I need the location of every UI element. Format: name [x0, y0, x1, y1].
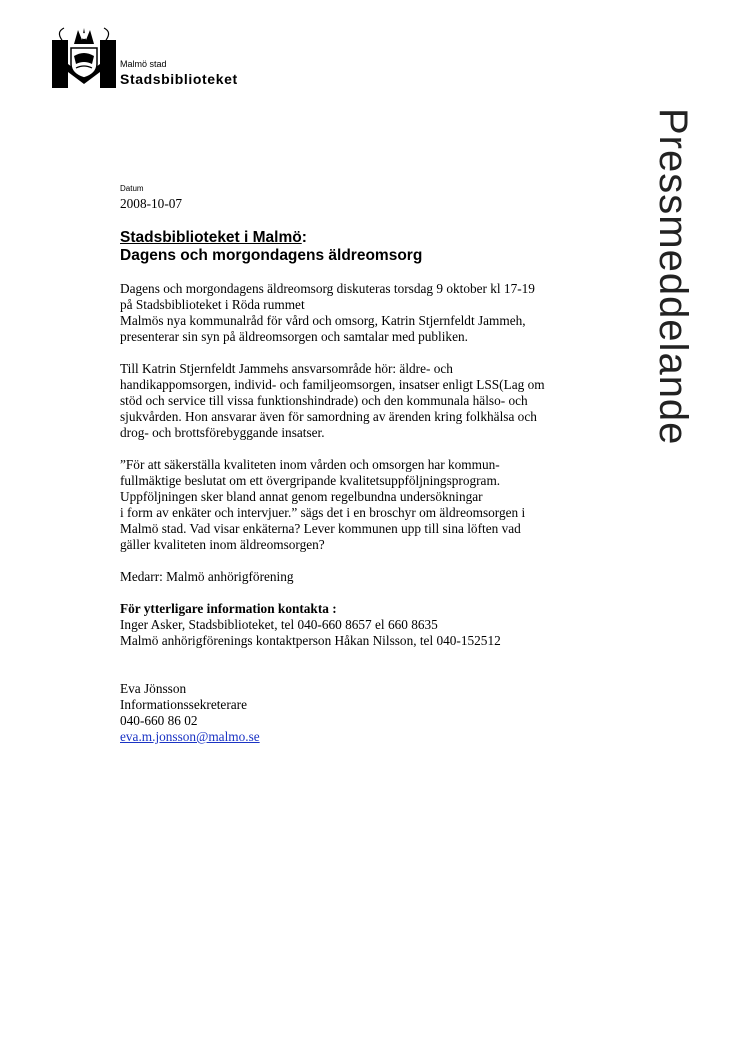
- paragraph-line: drog- och brottsförebyggande insatser.: [120, 425, 325, 440]
- org-name: Stadsbiblioteket: [120, 71, 238, 87]
- malmo-city-logo: [52, 26, 116, 88]
- document-body: [120, 184, 590, 745]
- headline: [120, 229, 590, 265]
- side-title-part2: meddelande: [651, 215, 695, 446]
- contact-heading: För ytterligare information kontakta :: [120, 601, 337, 616]
- signature-phone: 040-660 86 02: [120, 713, 198, 728]
- contact-line: Inger Asker, Stadsbiblioteket, tel 040-660 8657 el 660 8635: [120, 617, 438, 632]
- paragraph-line: Uppföljningen sker bland annat genom regelbundna undersökningar: [120, 489, 483, 504]
- org-subtitle: Malmö stad: [120, 59, 167, 69]
- signature-block: [120, 681, 590, 745]
- paragraph-line: fullmäktige beslutat om ett övergripande kvalitetsuppföljningsprogram.: [120, 473, 501, 488]
- paragraph-line: Till Katrin Stjernfeldt Jammehs ansvarsområde hör: äldre- och: [120, 361, 453, 376]
- signature-email-link[interactable]: eva.m.jonsson@malmo.se: [120, 729, 260, 744]
- side-title-part1: Press: [651, 108, 695, 216]
- date-value: 2008-10-07: [120, 196, 183, 211]
- paragraph-line: Malmö stad. Vad visar enkäterna? Lever kommunen upp till sina löften vad: [120, 521, 521, 536]
- paragraph-line: i form av enkäter och intervjuer.” sägs det i en broschyr om äldreomsorgen i: [120, 505, 526, 520]
- press-release-vertical-title: [643, 108, 703, 548]
- paragraph-line: sjukvården. Hon ansvarar även för samordning av ärenden kring folkhälsa och: [120, 409, 537, 424]
- contact-section: [120, 601, 590, 649]
- contact-line: Malmö anhörigförenings kontaktperson Håkan Nilsson, tel 040-152512: [120, 633, 501, 648]
- paragraph-co-organizer: [120, 569, 590, 585]
- paragraph-quote: [120, 457, 590, 553]
- headline-title: Stadsbiblioteket i Malmö: [120, 229, 302, 246]
- paragraph-line: presenterar sin syn på äldreomsorgen och samtalar med publiken.: [120, 329, 468, 344]
- paragraph-line: stöd och service till vissa funktionshindrade) och den kommunala hälso- och: [120, 393, 528, 408]
- paragraph-line: Malmös nya kommunalråd för vård och omsorg, Katrin Stjernfeldt Jammeh,: [120, 313, 526, 328]
- paragraph-line: på Stadsbiblioteket i Röda rummet: [120, 297, 305, 312]
- headline-colon: :: [301, 229, 307, 246]
- paragraph-line: Dagens och morgondagens äldreomsorg diskuteras torsdag 9 oktober kl 17-19: [120, 281, 535, 296]
- paragraph-intro: [120, 281, 590, 345]
- paragraph-line: gäller kvaliteten inom äldreomsorgen?: [120, 537, 325, 552]
- signature-title: Informationssekreterare: [120, 697, 247, 712]
- paragraph-line: Medarr: Malmö anhörigförening: [120, 569, 294, 584]
- date-label: Datum: [120, 184, 144, 193]
- paragraph-line: ”För att säkerställa kvaliteten inom vården och omsorgen har kommun-: [120, 457, 500, 472]
- paragraph-responsibilities: [120, 361, 590, 441]
- headline-subtitle: Dagens och morgondagens äldreomsorg: [120, 247, 423, 264]
- paragraph-line: handikappomsorgen, individ- och familjeomsorgen, insatser enligt LSS(Lag om: [120, 377, 545, 392]
- signature-name: Eva Jönsson: [120, 681, 187, 696]
